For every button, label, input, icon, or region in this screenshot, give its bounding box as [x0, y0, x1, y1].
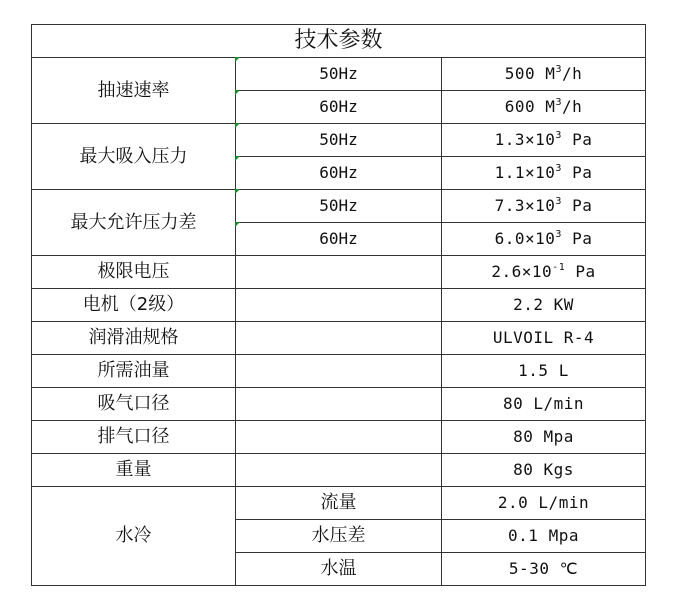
freq-60hz: 60Hz — [236, 223, 442, 256]
row-label-weight: 重量 — [32, 454, 236, 487]
table-row — [32, 190, 646, 223]
value-water-pressure-diff: 0.1 Mpa — [442, 520, 646, 553]
table-row — [32, 388, 646, 421]
row-label-water-cooling: 水冷 — [32, 487, 236, 586]
freq-60hz: 60Hz — [236, 91, 442, 124]
value-water-temperature: 5-30 ℃ — [442, 553, 646, 586]
row-label-oil-required: 所需油量 — [32, 355, 236, 388]
value-ultimate-pressure: $2.6\times 10^{-1}$ Pa — [442, 256, 646, 289]
value-weight: 80 Kgs — [442, 454, 646, 487]
row-label-lubricant-spec: 润滑油规格 — [32, 322, 236, 355]
freq-50hz: 50Hz — [236, 58, 442, 91]
table-row — [32, 124, 646, 157]
sub-label-water-pressure-diff: 水压差 — [236, 520, 442, 553]
freq-50hz: 50Hz — [236, 190, 442, 223]
value-max-inlet-pressure-60hz: $1.1\times 10^3$ Pa — [442, 157, 646, 190]
empty-cell — [236, 454, 442, 487]
spec-sheet — [31, 24, 646, 586]
freq-60hz: 60Hz — [236, 157, 442, 190]
value-motor: 2.2 KW — [442, 289, 646, 322]
table-row — [32, 256, 646, 289]
table-row — [32, 322, 646, 355]
sub-label-flow: 流量 — [236, 487, 442, 520]
sub-label-water-temperature: 水温 — [236, 553, 442, 586]
title-row — [32, 25, 646, 58]
row-label-inlet-diameter: 吸气口径 — [32, 388, 236, 421]
row-label-max-inlet-pressure: 最大吸入压力 — [32, 124, 236, 190]
row-label-pump-speed: 抽速速率 — [32, 58, 236, 124]
table-row — [32, 454, 646, 487]
row-label-max-pressure-diff: 最大允许压力差 — [32, 190, 236, 256]
value-inlet-diameter: 80 L/min — [442, 388, 646, 421]
value-pump-speed-50hz: 500 $M^3/h$ — [442, 58, 646, 91]
row-label-motor: 电机（2级） — [32, 289, 236, 322]
table-row — [32, 487, 646, 520]
value-oil-required: 1.5 L — [442, 355, 646, 388]
value-water-flow: 2.0 L/min — [442, 487, 646, 520]
empty-cell — [236, 421, 442, 454]
value-pump-speed-60hz: 600 $M^3/h$ — [442, 91, 646, 124]
row-label-ultimate-pressure: 极限电压 — [32, 256, 236, 289]
empty-cell — [236, 256, 442, 289]
value-max-pressure-diff-60hz: $6.0\times 10^3$ Pa — [442, 223, 646, 256]
table-row — [32, 58, 646, 91]
value-exhaust-diameter: 80 Mpa — [442, 421, 646, 454]
value-max-inlet-pressure-50hz: $1.3\times 10^3$ Pa — [442, 124, 646, 157]
table-row — [32, 289, 646, 322]
value-lubricant-spec: ULVOIL R-4 — [442, 322, 646, 355]
freq-50hz: 50Hz — [236, 124, 442, 157]
spec-table — [31, 24, 646, 586]
table-row — [32, 421, 646, 454]
empty-cell — [236, 322, 442, 355]
empty-cell — [236, 388, 442, 421]
empty-cell — [236, 355, 442, 388]
empty-cell — [236, 289, 442, 322]
value-max-pressure-diff-50hz: $7.3\times 10^3$ Pa — [442, 190, 646, 223]
row-label-exhaust-diameter: 排气口径 — [32, 421, 236, 454]
table-title: 技术参数 — [32, 25, 646, 58]
table-row — [32, 355, 646, 388]
